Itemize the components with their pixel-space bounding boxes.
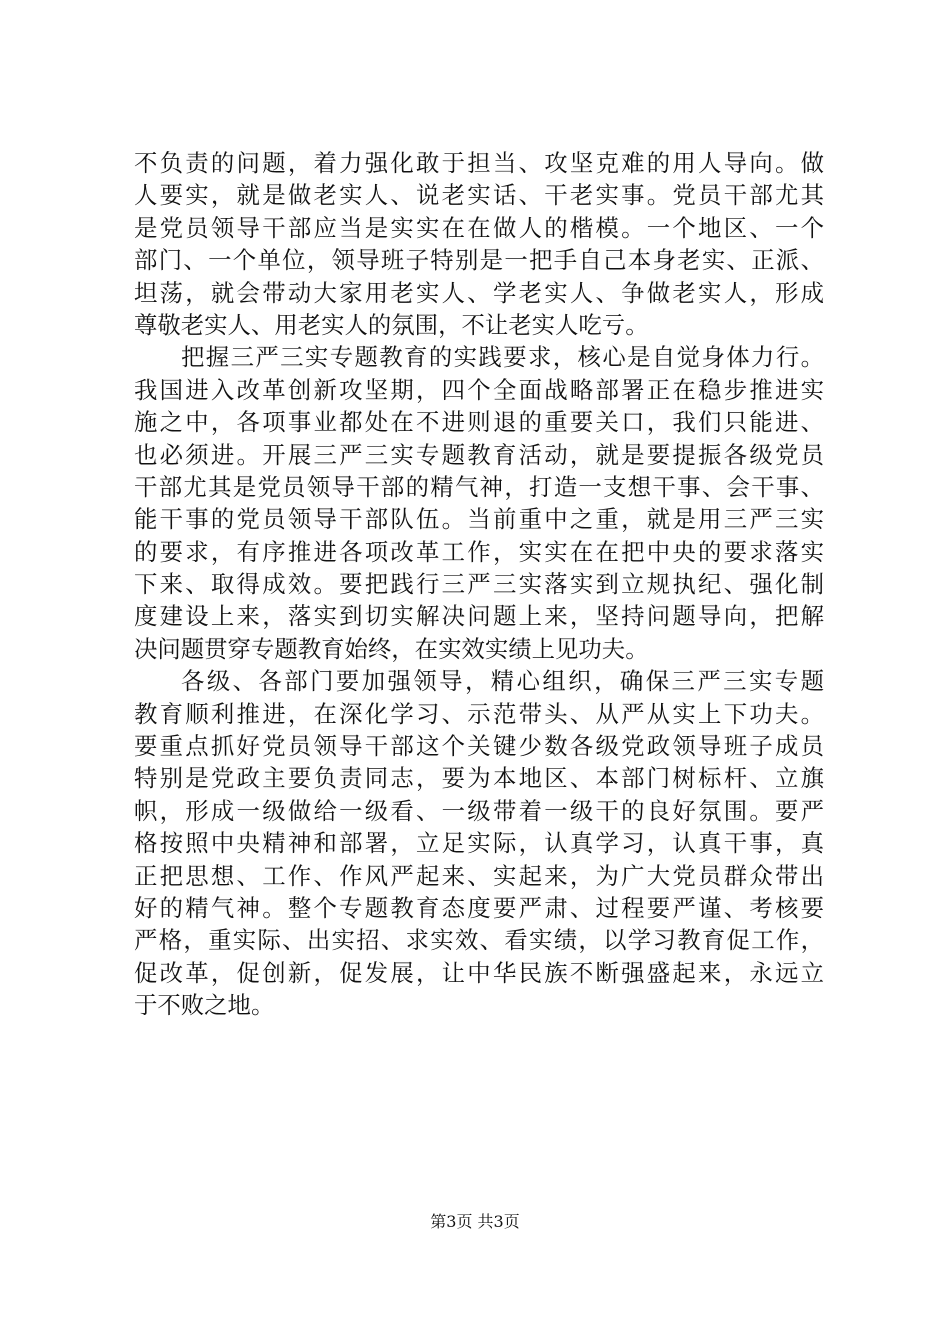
paragraph-3-line-11: 于不败之地。 — [134, 991, 275, 1020]
paragraph-2-line-1: 把握三严三实专题教育的实践要求，核心是自觉身体力行。 — [181, 343, 824, 372]
paragraph-2-line-5: 干部尤其是党员领导干部的精气神，打造一支想干事、会干事、 — [134, 472, 824, 501]
paragraph-3-line-8: 好的精气神。整个专题教育态度要严肃、过程要严谨、考核要 — [134, 893, 824, 922]
paragraph-1-line-3: 是党员领导干部应当是实实在在做人的楷模。一个地区、一个 — [134, 213, 824, 242]
paragraph-1-line-6: 尊敬老实人、用老实人的氛围，不让老实人吃亏。 — [134, 310, 649, 339]
paragraph-3-line-10: 促改革，促创新，促发展，让中华民族不断强盛起来，永远立 — [134, 958, 824, 987]
paragraph-3-line-6: 格按照中央精神和部署，立足实际，认真学习，认真干事，真 — [134, 829, 824, 858]
paragraph-2-line-4: 也必须进。开展三严三实专题教育活动，就是要提振各级党员 — [134, 440, 824, 469]
paragraph-1-line-1: 不负责的问题，着力强化敢于担当、攻坚克难的用人导向。做 — [134, 149, 824, 177]
paragraph-2-line-8: 下来、取得成效。要把践行三严三实落实到立规执纪、强化制 — [134, 570, 824, 599]
paragraph-3-line-1: 各级、各部门要加强领导，精心组织，确保三严三实专题 — [181, 667, 824, 696]
paragraph-3-line-4: 特别是党政主要负责同志，要为本地区、本部门树标杆、立旗 — [134, 764, 824, 793]
paragraph-2-line-10: 决问题贯穿专题教育始终，在实效实绩上见功夫。 — [134, 634, 649, 663]
body-text — [134, 147, 824, 1022]
paragraph-3-line-3: 要重点抓好党员领导干部这个关键少数各级党政领导班子成员 — [134, 732, 824, 761]
paragraph-1-line-2: 人要实，就是做老实人、说老实话、干老实事。党员干部尤其 — [134, 181, 824, 210]
paragraph-2-line-6: 能干事的党员领导干部队伍。当前重中之重，就是用三严三实 — [134, 505, 824, 534]
paragraph-2-line-3: 施之中，各项事业都处在不进则退的重要关口，我们只能进、 — [134, 408, 824, 437]
paragraph-1-line-4: 部门、一个单位，领导班子特别是一把手自己本身老实、正派、 — [134, 246, 824, 275]
paragraph-3-line-5: 帜，形成一级做给一级看、一级带着一级干的良好氛围。要严 — [134, 796, 824, 825]
paragraph-3-line-2: 教育顺利推进，在深化学习、示范带头、从严从实上下功夫。 — [134, 699, 824, 728]
paragraph-2-line-7: 的要求，有序推进各项改革工作，实实在在把中央的要求落实 — [134, 537, 824, 566]
paragraph-2-line-9: 度建设上来，落实到切实解决问题上来，坚持问题导向，把解 — [134, 602, 824, 631]
page-footer — [0, 1211, 950, 1233]
paragraph-3-line-7: 正把思想、工作、作风严起来、实起来，为广大党员群众带出 — [134, 861, 824, 890]
page-number-label: 第3页 共3页 — [430, 1212, 520, 1231]
paragraph-3-line-9: 严格，重实际、出实招、求实效、看实绩，以学习教育促工作， — [134, 926, 824, 955]
paragraph-1-line-5: 坦荡，就会带动大家用老实人、学老实人、争做老实人，形成 — [134, 278, 824, 307]
paragraph-2-line-2: 我国进入改革创新攻坚期，四个全面战略部署正在稳步推进实 — [134, 375, 824, 404]
